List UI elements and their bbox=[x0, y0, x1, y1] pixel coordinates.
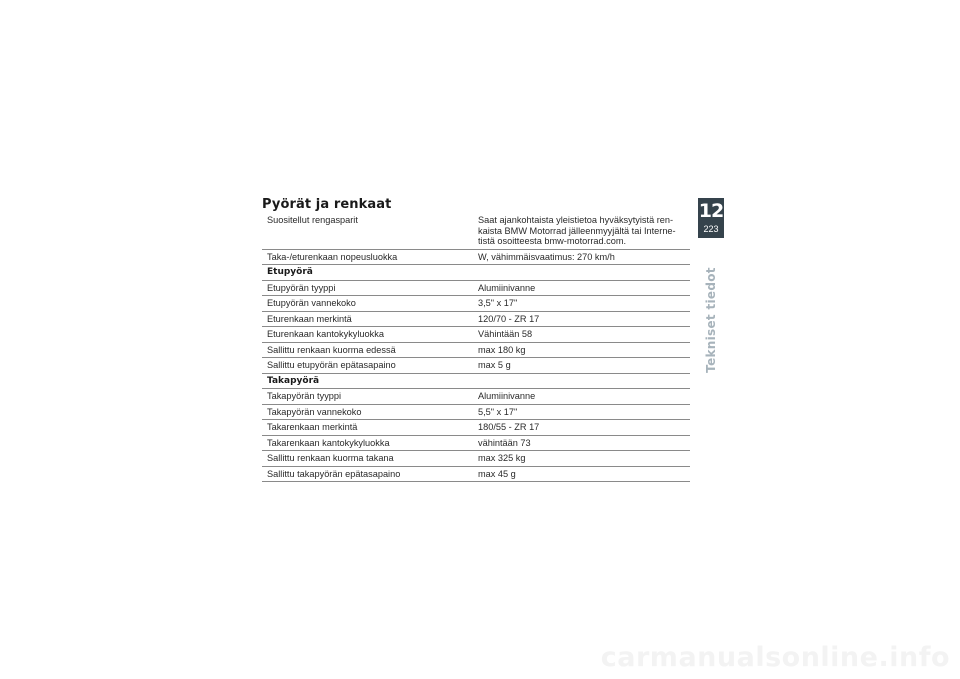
spec-value: vähintään 73 bbox=[473, 435, 690, 451]
page-number: 223 bbox=[703, 224, 719, 234]
spec-label: Sallittu renkaan kuorma takana bbox=[262, 451, 473, 467]
spec-label: Eturenkaan kantokykyluokka bbox=[262, 327, 473, 343]
spec-value: 3,5" x 17" bbox=[473, 296, 690, 312]
table-row bbox=[262, 296, 690, 312]
spec-value-line: tistä osoitteesta bmw-motorrad.com. bbox=[478, 236, 627, 246]
table-row bbox=[262, 280, 690, 296]
spec-value: 5,5" x 17" bbox=[473, 404, 690, 420]
spec-label: Takapyörän tyyppi bbox=[262, 389, 473, 405]
chapter-side-label: Tekniset tiedot bbox=[704, 267, 718, 373]
spec-label: Taka-/eturenkaan nopeusluokka bbox=[262, 249, 473, 265]
table-row bbox=[262, 420, 690, 436]
table-row bbox=[262, 466, 690, 482]
spec-value-line: kaista BMW Motorrad jälleenmyyjältä tai Interne- bbox=[478, 225, 676, 236]
section-header-label: Takapyörä bbox=[262, 373, 690, 389]
section-title: Pyörät ja renkaat bbox=[262, 197, 392, 212]
spec-value: W, vähimmäisvaatimus: 270 km/h bbox=[473, 249, 690, 265]
spec-label: Etupyörän tyyppi bbox=[262, 280, 473, 296]
spec-label: Eturenkaan merkintä bbox=[262, 311, 473, 327]
chapter-tab bbox=[698, 198, 724, 238]
section-header-rear bbox=[262, 373, 690, 389]
spec-label: Etupyörän vannekoko bbox=[262, 296, 473, 312]
spec-label: Takarenkaan merkintä bbox=[262, 420, 473, 436]
spec-label: Suositellut rengasparit bbox=[262, 213, 473, 249]
spec-value: Vähintään 58 bbox=[473, 327, 690, 343]
table-row bbox=[262, 342, 690, 358]
chapter-number: 12 bbox=[698, 200, 724, 222]
section-header-label: Etupyörä bbox=[262, 265, 690, 281]
spec-value-line: Saat ajankohtaista yleistietoa hyväksytyistä ren- bbox=[478, 215, 674, 225]
spec-table bbox=[262, 213, 690, 482]
spec-label: Takarenkaan kantokykyluokka bbox=[262, 435, 473, 451]
spec-label: Sallittu etupyörän epätasapaino bbox=[262, 358, 473, 374]
spec-value: Alumiinivanne bbox=[473, 389, 690, 405]
table-row bbox=[262, 389, 690, 405]
spec-value bbox=[473, 213, 690, 249]
table-row bbox=[262, 311, 690, 327]
spec-label: Sallittu renkaan kuorma edessä bbox=[262, 342, 473, 358]
spec-label: Sallittu takapyörän epätasapaino bbox=[262, 466, 473, 482]
watermark: carmanualsonline.info bbox=[600, 642, 950, 673]
spec-value: max 325 kg bbox=[473, 451, 690, 467]
spec-value: Alumiinivanne bbox=[473, 280, 690, 296]
table-row bbox=[262, 451, 690, 467]
spec-value: 120/70 - ZR 17 bbox=[473, 311, 690, 327]
section-header-front bbox=[262, 265, 690, 281]
table-row bbox=[262, 404, 690, 420]
table-row bbox=[262, 213, 690, 249]
spec-label: Takapyörän vannekoko bbox=[262, 404, 473, 420]
table-row bbox=[262, 327, 690, 343]
spec-value: max 5 g bbox=[473, 358, 690, 374]
table-row bbox=[262, 249, 690, 265]
spec-value: 180/55 - ZR 17 bbox=[473, 420, 690, 436]
spec-value: max 45 g bbox=[473, 466, 690, 482]
table-row bbox=[262, 435, 690, 451]
table-row bbox=[262, 358, 690, 374]
spec-value: max 180 kg bbox=[473, 342, 690, 358]
